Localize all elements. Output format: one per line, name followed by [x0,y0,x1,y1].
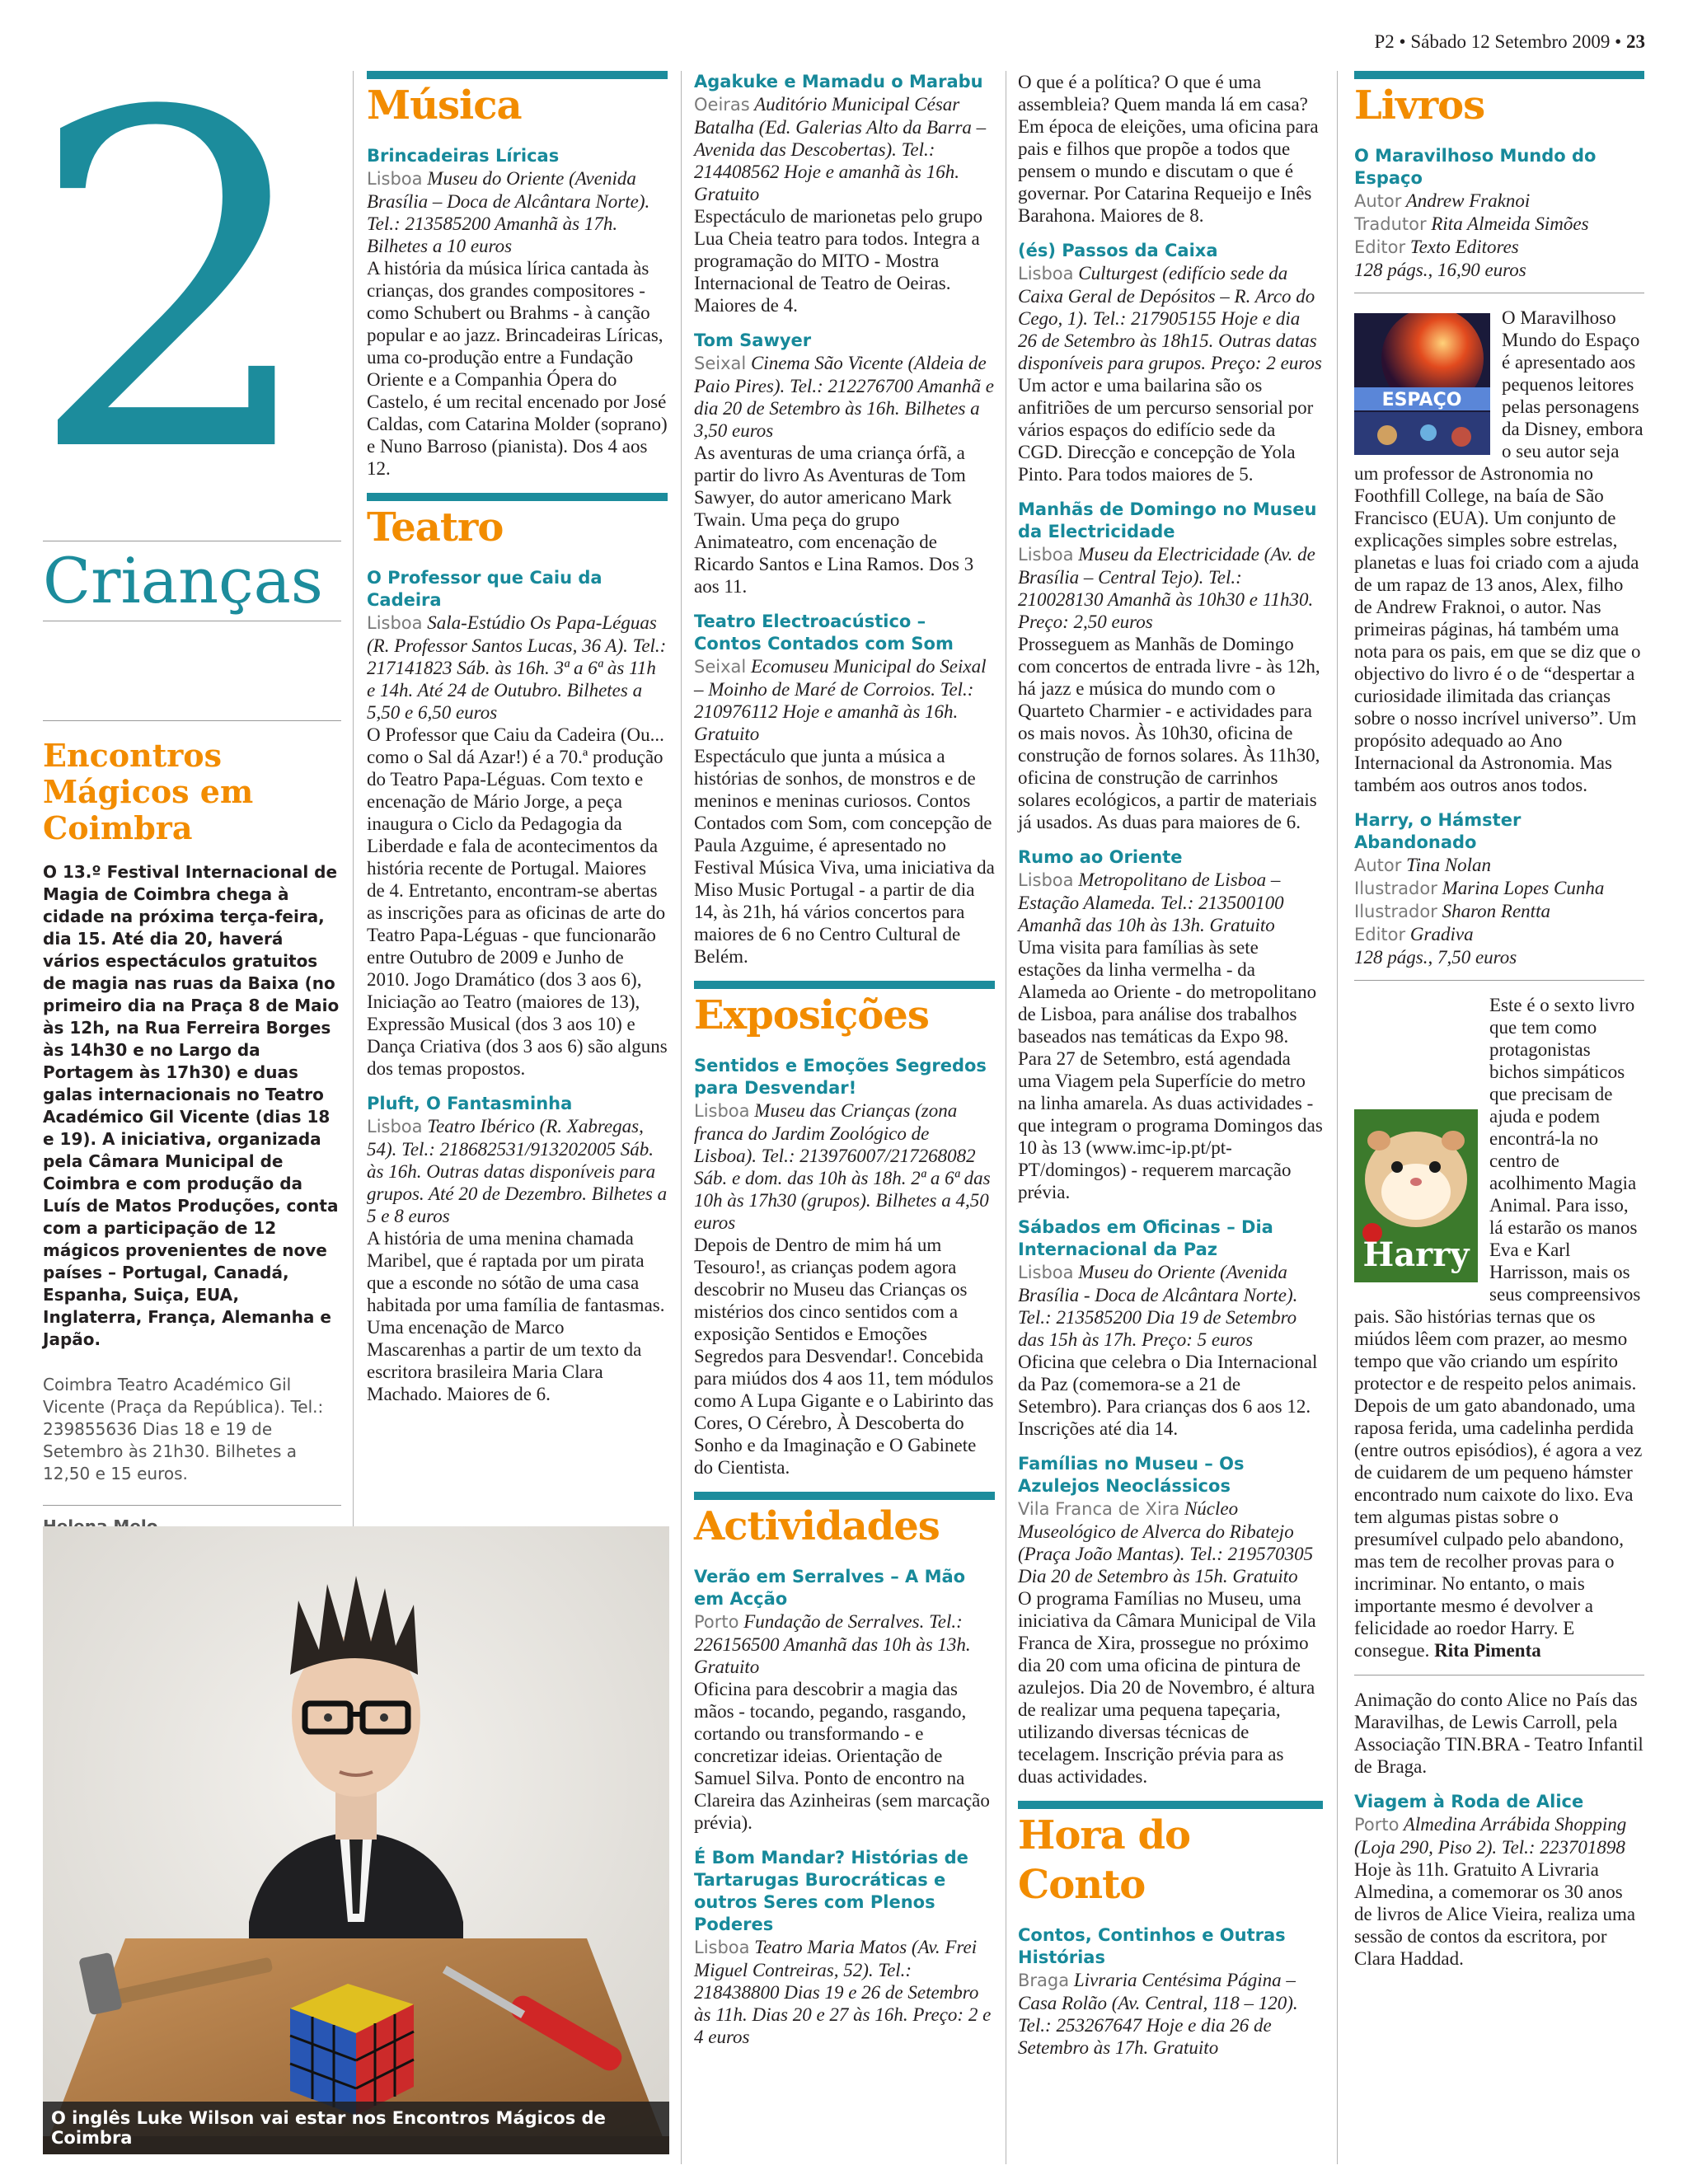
book-author: Andrew Fraknoi [1405,190,1531,211]
section-livros: Livros [1354,82,1485,129]
event-body: Uma visita para famílias às sete estações da linha vermelha - da Alameda ao Oriente - do metropolitano de Lisboa, para análise dos trabalhos baseados nas temáticas da Expo 98. Para 27 de Setembro, está agendada uma Viagem pela Superfície do metro na linha amarela. As duas actividades - que integram o programa Domingos das 10 às 13 (www.imc-ip.pt/pt-PT/domingos) - requerem marcação prévia. [1018,937,1323,1202]
section-actividades: Actividades [694,1503,940,1549]
label-autor: Autor [1354,191,1402,211]
book-item [1354,809,1644,1661]
event-item [1018,846,1323,1203]
event-details: Museu das Crianças (zona franca do Jardim Zoológico de Lisboa). Tel.: 213976007/217268082 Sáb. e dom. das 10h às 18h. 2ª a 6ª das 10h às 17h30 (grupos). Bilhetes a 4,50 euros [694,1100,991,1233]
event-title: Pluft, O Fantasminha [367,1094,573,1113]
event-item [1018,71,1323,227]
event-info [694,655,995,745]
event-body: As aventuras de uma criança órfã, a partir do livro As Aventuras de Tom Sawyer, do autor americano Mark Twain. Uma peça do grupo Animateatro, com encenação de Ricardo Santos e Lina Ramos. Dos 3 aos 11. [694,443,974,597]
event-info [694,93,995,205]
feature-title: Encontros Mágicos em Coimbra [43,720,341,846]
book-title: Harry, o Hámster Abandonado [1354,810,1522,852]
event-title: Agakuke e Mamadu o Marabu [694,72,983,91]
column-rule [353,71,354,1530]
section-bar [367,493,668,501]
event-city: Oeiras [694,95,750,115]
feature-info: Coimbra Teatro Académico Gil Vicente (Praça da República). Tel.: 239855636 Dias 18 e 19 de Setembro às 21h30. Bilhetes a 12,50 e 15 euros. [43,1375,324,1483]
event-item [694,330,995,598]
column-livros [1354,71,1644,1983]
book-meta [1354,854,1644,968]
event-details: Museu do Oriente (Avenida Brasília – Doca de Alcântara Norte). Tel.: 213585200 Amanhã às 17h. Bilhetes a 10 euros [367,168,650,256]
event-city: Lisboa [367,169,423,189]
event-city: Lisboa [367,613,423,633]
event-city: Lisboa [1018,264,1074,284]
event-details: Teatro Maria Matos (Av. Frei Miguel Contreiras, 52). Tel.: 218438800 Dias 19 e 26 de Setembro às 11h. Dias 20 e 27 às 16h. Preço: 2 e 4 euros [694,1937,992,2047]
event-details: Núcleo Museológico de Alverca do Ribatejo (Praça João Mantas). Tel.: 219570305 Dia 20 de Setembro às 15h. Gratuito [1018,1498,1314,1586]
event-city: Lisboa [1018,870,1074,890]
event-city: Lisboa [694,1101,750,1121]
book-pages-price: 128 págs., 16,90 euros [1354,260,1526,280]
event-item [1018,240,1323,485]
book-title: O Maravilhoso Mundo do Espaço [1354,146,1597,188]
photo-caption: O inglês Luke Wilson vai estar nos Encontros Mágicos de Coimbra [43,2102,669,2154]
label-ilustrador: Ilustrador [1354,879,1437,898]
book-cover-espaco [1354,313,1490,455]
event-info [367,167,668,257]
event-item [694,71,995,316]
event-item [1354,1791,1644,1970]
label-ilustrador: Ilustrador [1354,902,1437,921]
event-title: Contos, Continhos e Outras Histórias [1018,1925,1286,1967]
event-body: O que é a política? O que é uma assembleia? Quem manda lá em casa? Em época de eleições, uma oficina para pais e filhos que propõe a todos que pensem o mundo e discutam o que é governar. Por Catarina Requeijo e Inês Barahona. Maiores de 8. [1018,72,1319,226]
event-body: Espectáculo de marionetas pelo grupo Lua Cheia teatro para todos. Integra a programação do MITO - Mostra Internacional de Teatro de Oeiras. Maiores de 4. [694,206,982,316]
event-city: Seixal [694,354,747,373]
event-info [694,1936,995,2048]
event-item [367,1093,668,1405]
book-author: Tina Nolan [1406,855,1492,875]
event-details: Museu do Oriente (Avenida Brasília - Doca de Alcântara Norte). Tel.: 213585200 Dia 19 de Setembro das 15h às 17h. Preço: 5 euros [1018,1262,1298,1350]
page-folio [1374,31,1645,53]
event-info [694,1099,995,1234]
event-title: Teatro Electroacústico – Contos Contados com Som [694,612,954,654]
review-author: Rita Pimenta [1434,1640,1541,1661]
event-body: A história da música lírica cantada às crianças, dos grandes compositores - como Schubert ou Brahms - à canção popular e ao jazz. Brincadeiras Líricas, uma co-produção entre a Fundação Oriente e a Companhia Ópera do Castelo, é um recital encenado por José Caldas, com Catarina Molder (soprano) e Nuno Barroso (pianista). Dos 4 aos 12. [367,258,668,479]
event-city: Seixal [694,657,747,677]
event-title: Viagem à Roda de Alice [1354,1792,1584,1811]
event-title: Sábados em Oficinas – Dia Internacional da Paz [1018,1217,1273,1259]
event-body: Animação do conto Alice no País das Maravilhas, de Lewis Carroll, pela Associação TIN.BRA - Teatro Infantil de Braga. [1354,1690,1643,1777]
event-title: Tom Sawyer [694,330,812,350]
event-city: Lisboa [1018,1263,1074,1282]
section-musica: Música [367,82,522,129]
label-autor: Autor [1354,855,1402,875]
event-title: Verão em Serralves – A Mão em Acção [694,1567,966,1609]
event-title: (és) Passos da Caixa [1018,241,1218,260]
event-body: O Professor que Caiu da Cadeira (Ou... como o Sal dá Azar!) é a 70.ª produção do Teatro Papa-Léguas. Com texto e encenação de Mário Jorge, a peça inaugura o Ciclo da Pedagogia da Liberdade e fala de acontecimentos da história recente de Portugal. Maiores de 4. Entretanto, encontram-se abertas as inscrições para as oficinas de arte do Teatro Papa-Léguas - que funcionarão entre Outubro de 2009 e Junho de 2010. Jogo Dramático (dos 3 aos 6), Iniciação ao Teatro (maiores de 13), Expressão Musical (dos 3 aos 10) e Dança Criativa (dos 3 aos 6) são alguns dos temas propostos. [367,724,668,1079]
event-item [1018,499,1323,833]
event-item [694,1055,995,1479]
event-title: O Professor que Caiu da Cadeira [367,568,603,610]
section-bar [694,981,995,989]
event-info [1018,1497,1323,1587]
event-item [694,611,995,968]
event-item [1018,1216,1323,1440]
book-illustrator: Sharon Rentta [1442,901,1550,921]
event-info [1018,543,1323,633]
event-info [694,1610,995,1678]
event-details: Livraria Centésima Página – Casa Rolão (Av. Central, 118 – 120). Tel.: 253267647 Hoje e dia 26 de Setembro às 17h. Gratuito [1018,1970,1298,2058]
book-review [1354,994,1644,1661]
event-info [1018,262,1323,374]
label-editor: Editor [1354,925,1406,944]
section-bar [1018,1801,1323,1809]
event-info [694,352,995,442]
event-body: Oficina para descobrir a magia das mãos - tocando, pegando, rasgando, cortando ou transformando - e concretizar ideias. Orientação de Samuel Silva. Ponto de encontro na Clareira das Azinheiras (sem marcação prévia). [694,1679,990,1833]
book-translator: Rita Almeida Simões [1431,213,1589,234]
book-illustrator: Marina Lopes Cunha [1442,878,1605,898]
event-city: Lisboa [694,1938,750,1957]
event-info [1354,1813,1644,1858]
section-number: 2 [26,16,321,554]
event-title: Manhãs de Domingo no Museu da Electricidade [1018,499,1317,541]
column-musica-teatro [367,71,668,1418]
event-title: Famílias no Museu – Os Azulejos Neoclássicos [1018,1454,1245,1496]
event-title: Rumo ao Oriente [1018,847,1183,867]
event-body: Hoje às 11h. Gratuito A Livraria Almedina, a comemorar os 30 anos de livros de Alice Vieira, realiza uma sessão de contos da escritora, por Clara Haddad. [1354,1859,1636,1969]
event-info [367,1115,668,1227]
event-item [1354,1689,1644,1778]
column-rule [681,71,682,2164]
event-details: Almedina Arrábida Shopping (Loja 290, Piso 2). Tel.: 223701898 [1354,1814,1627,1858]
book-publisher: Gradiva [1409,924,1474,944]
event-details: Ecomuseu Municipal do Seixal – Moinho de Maré de Corroios. Tel.: 210976112 Hoje e amanhã às 16h. Gratuito [694,656,987,744]
book-review-text: Este é o sexto livro que tem como protagonistas bichos simpáticos que precisam de ajuda e podem encontrá-la no centro de acolhimento Magia Animal. Para isso, lá estarão os manos Eva e Karl Harrisson, mais os seus compreensivos pais. São histórias ternas que os miúdos lêem com prazer, ao mesmo tempo que vão criando um espírito protector e de respeito pelos animais. Depois de um gato abandonado, uma raposa ferida, uma cadelinha perdida (entre outros episódios), é agora a vez de cuidarem de um pequeno hámster encontrado num caixote do lixo. Eva tem algumas pistas sobre o presumível culpado pelo abandono, mas tem de recolher provas para o incriminar. No entanto, o mais importante mesmo é devolver a felicidade ao roedor Harry. E consegue. [1354,995,1643,1661]
event-details: Museu da Electricidade (Av. de Brasília – Central Tejo). Tel.: 210028130 Amanhã às 10h30 e 11h30. Preço: 2,50 euros [1018,544,1315,632]
book-item [1354,145,1644,796]
event-city: Lisboa [367,1117,423,1137]
event-info [367,612,668,724]
event-details: Cinema São Vicente (Aldeia de Paio Pires). Tel.: 212276700 Amanhã e dia 20 de Setembro às 16h. Bilhetes a 3,50 euros [694,353,994,441]
event-info [1018,1969,1323,2059]
event-body: A história de uma menina chamada Maribel, que é raptada por um pirata que a esconde no sótão de uma casa habitada por uma família de fantasmas. Uma encenação de Marco Mascarenhas a partir de um texto da escritora brasileira Maria Clara Machado. Maiores de 6. [367,1228,665,1404]
book-publisher: Texto Editores [1409,237,1519,257]
event-details: Sala-Estúdio Os Papa-Léguas (R. Professor Santos Lucas, 36 A). Tel.: 217141823 Sáb. às 16h. 3ª a 6ª às 11h e 14h. Até 24 de Outubro. Bilhetes a 5,50 e 6,50 euros [367,612,667,723]
photo-illustration [43,1526,669,2154]
event-body: O programa Famílias no Museu, uma iniciativa da Câmara Municipal de Vila Franca de Xira, prossegue no próximo dia 20 com uma oficina de pintura de azulejos. Dia 20 de Novembro, é altura de realizar uma pequena tapeçaria, utilizando diversas técnicas de tecelagem. Inscrição prévia para as duas actividades. [1018,1588,1316,1787]
event-title: É Bom Mandar? Histórias de Tartarugas Burocráticas e outros Seres com Plenos Poderes [694,1848,968,1934]
book-pages-price: 128 págs., 7,50 euros [1354,947,1517,968]
label-editor: Editor [1354,237,1406,257]
section-bar [694,1492,995,1500]
event-city: Porto [694,1612,739,1632]
event-item [694,1847,995,2048]
event-details: Fundação de Serralves. Tel.: 226156500 Amanhã das 10h às 13h. Gratuito [694,1611,971,1677]
section-teatro: Teatro [367,504,504,551]
divider [1354,980,1644,981]
book-cover-harry [1354,1109,1478,1282]
event-title: Brincadeiras Líricas [367,146,560,166]
event-body: Um actor e uma bailarina são os anfitriões de um percurso sensorial por vários espaços do edifício sede da CGD. Direcção e concepção de Yola Pinto. Para todos maiores de 5. [1018,375,1314,485]
event-body: Prosseguem as Manhãs de Domingo com concertos de entrada livre - às 12h, há jazz e música do mundo com o Quarteto Charmier - e actividades para os mais novos. Às 10h30, oficina de construção de fornos solares. Às 11h30, oficina de construção de carrinhos solares ecológicos, a partir de materiais já usados. As duas para maiores de 6. [1018,634,1320,832]
label-tradutor: Tradutor [1354,214,1427,234]
book-meta [1354,190,1644,281]
section-header-column [26,16,341,1560]
section-bar [367,71,668,79]
section-title: Crianças [43,541,341,621]
event-city: Lisboa [1018,545,1074,565]
event-city: Porto [1354,1815,1400,1835]
event-item [1018,1924,1323,2059]
event-item [694,1566,995,1834]
book-review-text: O Maravilhoso Mundo do Espaço é apresentado aos pequenos leitores pelas personagens da Disney, embora o seu autor seja um professor de Astronomia no Foothfill College, na baía de São Francisco (EUA). Um conjunto de explicações simples sobre estrelas, planetas e luas foi criado com a ajuda de um rapaz de 13 anos, Alex, filho de Andrew Fraknoi, o autor. Nas primeiras páginas, há também uma nota para os pais, em que se diz que o objectivo do livro é o de “despertar a curiosidade ilimitada das crianças sobre o nosso incrível universo”. Um propósito adequado ao Ano Internacional da Astronomia. Mas também aos outros anos todos. [1354,307,1643,795]
cover-title: Harry [1362,1235,1470,1274]
event-info [1018,869,1323,936]
section-bar [1354,71,1644,79]
magician-photo [43,1526,669,2154]
column-rule [1337,71,1338,2164]
column-teatro-exposicoes [694,71,995,2061]
event-details: Auditório Municipal César Batalha (Ed. Galerias Alto da Barra – Avenida das Descobertas). Tel.: 214408562 Hoje e amanhã às 16h. Gratuito [694,94,987,204]
column-actividades [1018,71,1323,2072]
event-info [1018,1261,1323,1351]
event-item [367,145,668,480]
event-item [367,567,668,1080]
folio-text: P2 • Sábado 12 Setembro 2009 • [1374,31,1622,52]
event-details: Culturgest (edifício sede da Caixa Geral de Depósitos – R. Arco do Cego, 1). Tel.: 217905155 Hoje e dia 26 de Setembro às 18h15. Outras datas disponíveis para grupos. Preço: 2 euros [1018,263,1322,373]
cover-title: ESPAÇO [1381,390,1462,410]
section-exposicoes: Exposições [694,992,929,1038]
feature-body: O 13.º Festival Internacional de Magia de Coimbra chega à cidade na próxima terça-feira, dia 15. Até dia 20, haverá vários espectáculos gratuitos de magia nas ruas da Baixa (no primeiro dia na Praça 8 de Maio às 12h, na Rua Ferreira Borges às 14h30 e no Largo da Portagem às 17h30) e duas galas internacionais no Teatro Académico Gil Vicente (dias 18 e 19). A iniciativa, organizada pela Câmara Municipal de Coimbra e com produção da Luís de Matos Produções, conta com a participação de 12 mágicos provenientes de nove países – Portugal, Canadá, Espanha, Suiça, EUA, Inglaterra, França, Alemanha e Japão. [43,862,340,1349]
event-city: Braga [1018,1971,1070,1990]
page-number: 23 [1626,31,1645,52]
event-body: Depois de Dentro de mim há um Tesouro!, as crianças podem agora descobrir no Museu das Crianças os mistérios dos cinco sentidos com a exposição Sentidos e Emoções Segredos para Desvendar!. Concebida para miúdos dos 4 aos 11, tem módulos como A Lupa Gigante e o Labirinto das Cores, O Cérebro, À Descoberta do Sonho e da Imaginação e O Gabinete do Cientista. [694,1235,994,1478]
section-hora-do-conto: Hora do Conto [1018,1812,1191,1908]
event-title: Sentidos e Emoções Segredos para Desvendar! [694,1056,987,1098]
event-city: Vila Franca de Xira [1018,1499,1180,1519]
event-body: Espectáculo que junta a música a histórias de sonhos, de monstros e de meninos e meninas curiosos. Contos Contados com Som, com concepção de Paula Azguime, é apresentado no Festival Música Viva, uma iniciativa da Miso Music Portugal - a partir de dia 14, às 21h, há vários concertos para maiores de 6 no Centro Cultural de Belém. [694,746,995,967]
event-body: Oficina que celebra o Dia Internacional da Paz (comemora-se a 21 de Setembro). Para crianças dos 6 aos 12. Inscrições até dia 14. [1018,1352,1318,1439]
event-details: Teatro Ibérico (R. Xabregas, 54). Tel.: 218682531/913202005 Sáb. às 16h. Outras datas disponíveis para grupos. Até 20 de Dezembro. Bilhetes a 5 e 8 euros [367,1116,668,1226]
event-item [1018,1453,1323,1788]
event-details: Metropolitano de Lisboa – Estação Alameda. Tel.: 213500100 Amanhã das 10h às 13h. Gratuito [1018,869,1284,935]
